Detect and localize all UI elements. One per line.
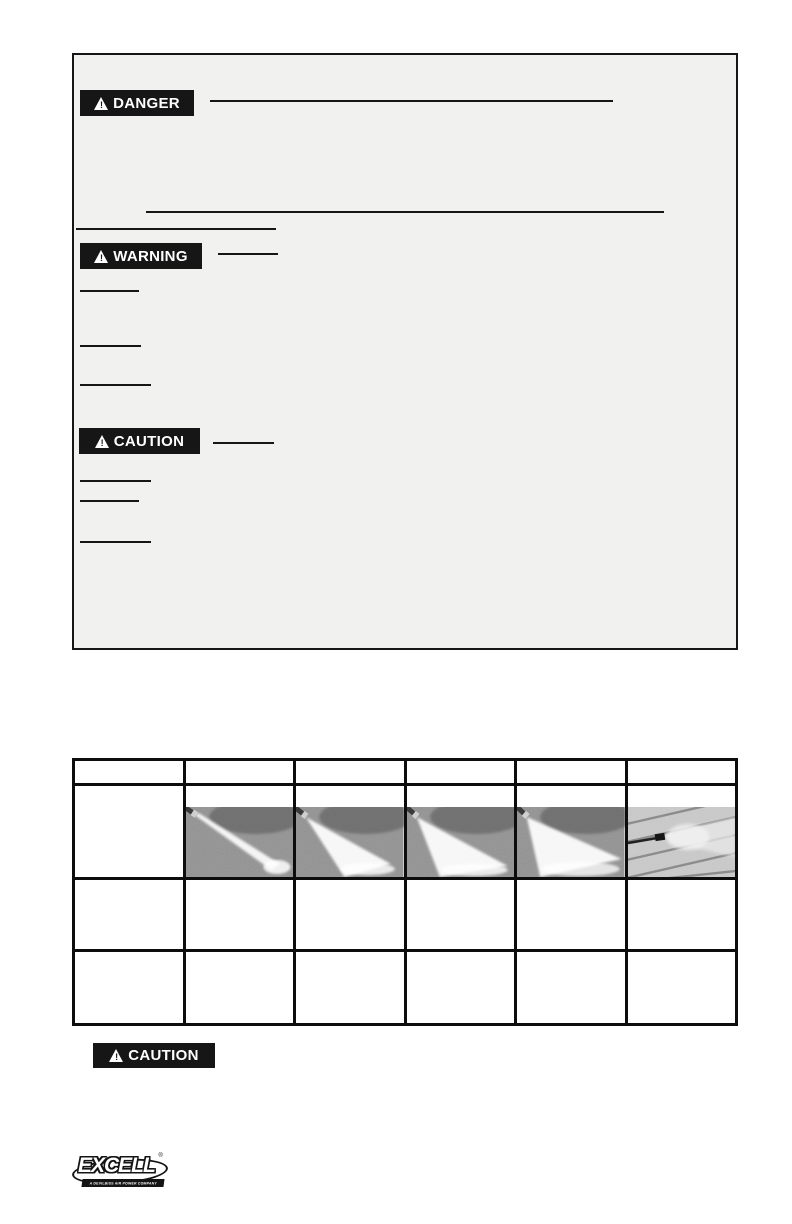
table-header-cell [516, 760, 627, 785]
blank-line [80, 290, 139, 292]
spray-photo-row [74, 785, 737, 879]
table-cell [184, 785, 295, 879]
spray-photo-25-degree [407, 807, 515, 877]
blank-line [80, 384, 151, 386]
table-cell [516, 785, 627, 879]
spray-photo-40-degree [517, 807, 625, 877]
footer-caution-header [93, 1043, 215, 1068]
warning-triangle-icon [94, 97, 109, 110]
registered-trademark-icon: ® [158, 1153, 163, 1159]
warning-triangle-icon [95, 435, 110, 448]
warning-triangle-icon [109, 1049, 124, 1062]
table-header-cell [295, 760, 406, 785]
danger-header [80, 90, 194, 116]
table-header-cell [405, 760, 516, 785]
logo-tagline-banner [81, 1179, 164, 1187]
table-cell [626, 951, 737, 1025]
warning-label: WARNING [113, 247, 188, 265]
blank-line [76, 228, 276, 230]
table-header-row [74, 760, 737, 785]
table-cell [74, 951, 185, 1025]
blank-line [218, 253, 278, 255]
table-cell [184, 951, 295, 1025]
table-cell [295, 879, 406, 951]
warning-header [80, 243, 202, 269]
danger-label: DANGER [113, 94, 180, 112]
caution-label: CAUTION [113, 432, 185, 450]
caution-header [79, 428, 200, 454]
blank-line [213, 442, 274, 444]
logo-text: EXCELL [78, 1154, 155, 1177]
blank-line [146, 211, 664, 213]
table-cell [405, 785, 516, 879]
table-header-cell [184, 760, 295, 785]
blank-line [210, 100, 613, 102]
table-cell [626, 785, 737, 879]
nozzle-selection-table [72, 758, 738, 1026]
table-cell [74, 785, 185, 879]
blank-line [80, 541, 151, 543]
blank-line [80, 345, 141, 347]
table-cell [516, 879, 627, 951]
table-cell [405, 879, 516, 951]
table-cell [405, 951, 516, 1025]
logo-wordmark [78, 1153, 163, 1178]
table-cell [626, 879, 737, 951]
warning-triangle-icon [94, 250, 109, 263]
table-cell [295, 785, 406, 879]
logo-tagline: A DEVILBISS AIR POWER COMPANY [89, 1181, 157, 1185]
table-cell [516, 951, 627, 1025]
table-cell [184, 879, 295, 951]
table-header-cell [626, 760, 737, 785]
spray-photo-soap-nozzle [628, 807, 736, 877]
table-row [74, 951, 737, 1025]
table-row [74, 879, 737, 951]
blank-line [80, 480, 151, 482]
spray-photo-15-degree [296, 807, 404, 877]
blank-line [80, 500, 139, 502]
safety-notices-panel [72, 53, 738, 650]
footer-caution-label: CAUTION [128, 1047, 199, 1064]
excell-logo [74, 1152, 168, 1194]
table-cell [74, 879, 185, 951]
table-cell [295, 951, 406, 1025]
table-header-cell [74, 760, 185, 785]
spray-photo-0-degree [186, 807, 294, 877]
